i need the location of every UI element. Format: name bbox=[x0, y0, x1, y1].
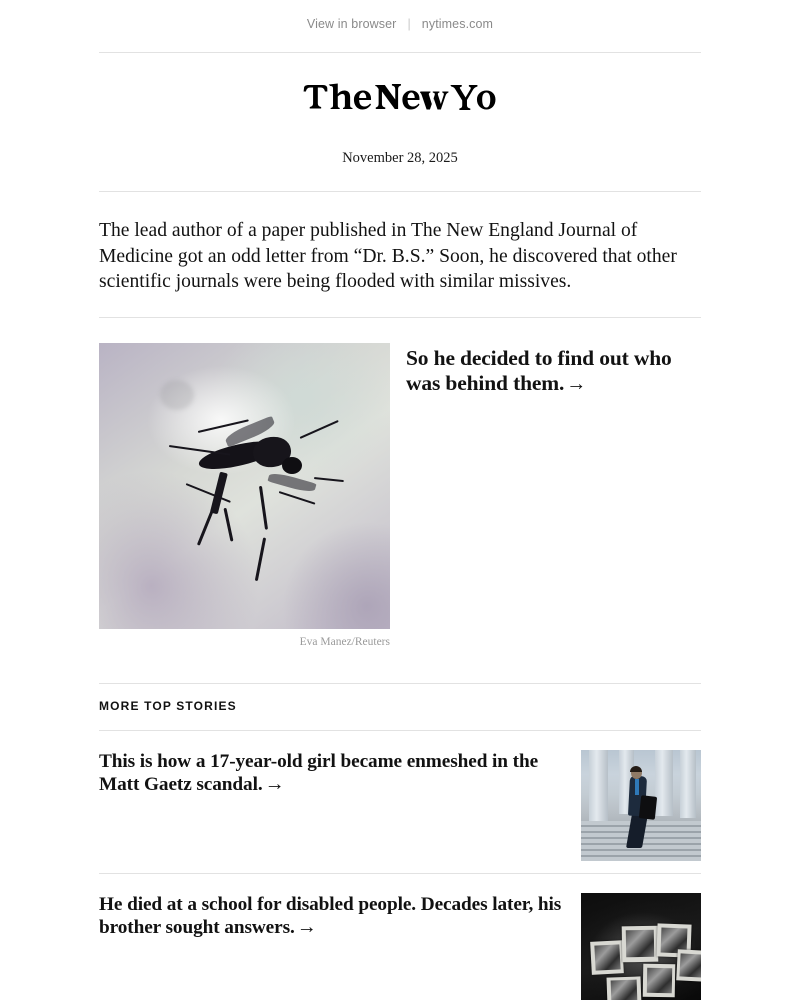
photo-detail-column-4 bbox=[680, 750, 696, 819]
nyt-logo bbox=[302, 83, 498, 118]
story-1-thumb-link[interactable] bbox=[581, 750, 701, 861]
photo-detail-leg-7 bbox=[255, 537, 266, 581]
preheader-separator: | bbox=[407, 17, 411, 31]
photo-detail-print-5 bbox=[643, 963, 676, 997]
photo-detail-column-3 bbox=[655, 750, 673, 817]
newsletter-date: November 28, 2025 bbox=[342, 150, 458, 166]
hero-image-credit: Eva Manez/Reuters bbox=[299, 635, 390, 648]
story-item-1[interactable] bbox=[99, 731, 701, 873]
photo-detail-man-bag bbox=[639, 795, 657, 820]
story-2-headline bbox=[99, 893, 563, 940]
preheader-bar bbox=[0, 0, 800, 52]
story-1-thumbnail bbox=[581, 750, 701, 861]
section-label-more-top-stories: MORE TOP STORIES bbox=[99, 698, 237, 713]
photo-detail-wing-2 bbox=[267, 471, 316, 495]
story-2-headline-text: He died at a school for disabled people. Decades later, his brother sought answers. bbox=[99, 893, 562, 938]
hero-headline-text: So he decided to find out who was behind them. bbox=[406, 345, 672, 395]
arrow-right-icon: → bbox=[566, 373, 587, 395]
story-1-headline-link[interactable] bbox=[99, 750, 563, 797]
photo-detail-print-2 bbox=[621, 925, 658, 961]
hero-image-link[interactable] bbox=[99, 343, 390, 629]
photo-detail-man-hair bbox=[630, 766, 642, 772]
hero-text-block bbox=[390, 343, 701, 398]
story-1-headline-text: This is how a 17-year-old girl became enmeshed in the Matt Gaetz scandal. bbox=[99, 750, 539, 795]
photo-detail-leg-8 bbox=[279, 491, 316, 505]
story-2-text bbox=[99, 893, 581, 940]
photo-detail-print-6 bbox=[676, 949, 701, 982]
masthead bbox=[0, 53, 800, 167]
hero-image-mosquito bbox=[99, 343, 390, 629]
photo-detail-head bbox=[282, 457, 302, 474]
photo-detail-print-4 bbox=[607, 976, 642, 1000]
photo-detail-leg-1 bbox=[299, 420, 338, 439]
story-2-thumbnail bbox=[581, 893, 701, 1000]
hero-headline-link[interactable] bbox=[406, 346, 701, 398]
photo-detail-leg-9 bbox=[314, 477, 344, 482]
photo-detail-man-tie bbox=[635, 779, 639, 795]
photo-detail-leg-5 bbox=[223, 508, 233, 542]
story-2-headline-link[interactable] bbox=[99, 893, 563, 940]
hero-headline bbox=[406, 346, 701, 398]
nyt-logo-svg bbox=[302, 83, 498, 112]
photo-detail-leg-6 bbox=[259, 485, 268, 529]
hero-image-wrap bbox=[99, 343, 390, 648]
arrow-right-icon: → bbox=[296, 916, 317, 938]
hero-story[interactable] bbox=[99, 318, 701, 648]
more-top-stories-section bbox=[99, 648, 701, 730]
nytimes-site-link[interactable]: nytimes.com bbox=[421, 17, 494, 31]
photo-detail-column-1 bbox=[589, 750, 608, 821]
story-1-headline bbox=[99, 750, 563, 797]
photo-detail-spot bbox=[160, 380, 194, 410]
arrow-right-icon: → bbox=[264, 773, 285, 795]
story-item-2[interactable] bbox=[99, 874, 701, 1000]
lead-paragraph: The lead author of a paper published in The New England Journal of Medicine got an odd letter from “Dr. B.S.” Soon, he discovered that other scientific journals were being flooded with similar missives. bbox=[99, 220, 677, 292]
view-in-browser-link[interactable]: View in browser bbox=[306, 17, 397, 31]
story-2-thumb-link[interactable] bbox=[581, 893, 701, 1000]
story-1-text bbox=[99, 750, 581, 797]
photo-detail-leg-4 bbox=[197, 510, 214, 546]
photo-detail-print-1 bbox=[590, 941, 624, 976]
nyt-logo-link[interactable] bbox=[297, 99, 503, 116]
